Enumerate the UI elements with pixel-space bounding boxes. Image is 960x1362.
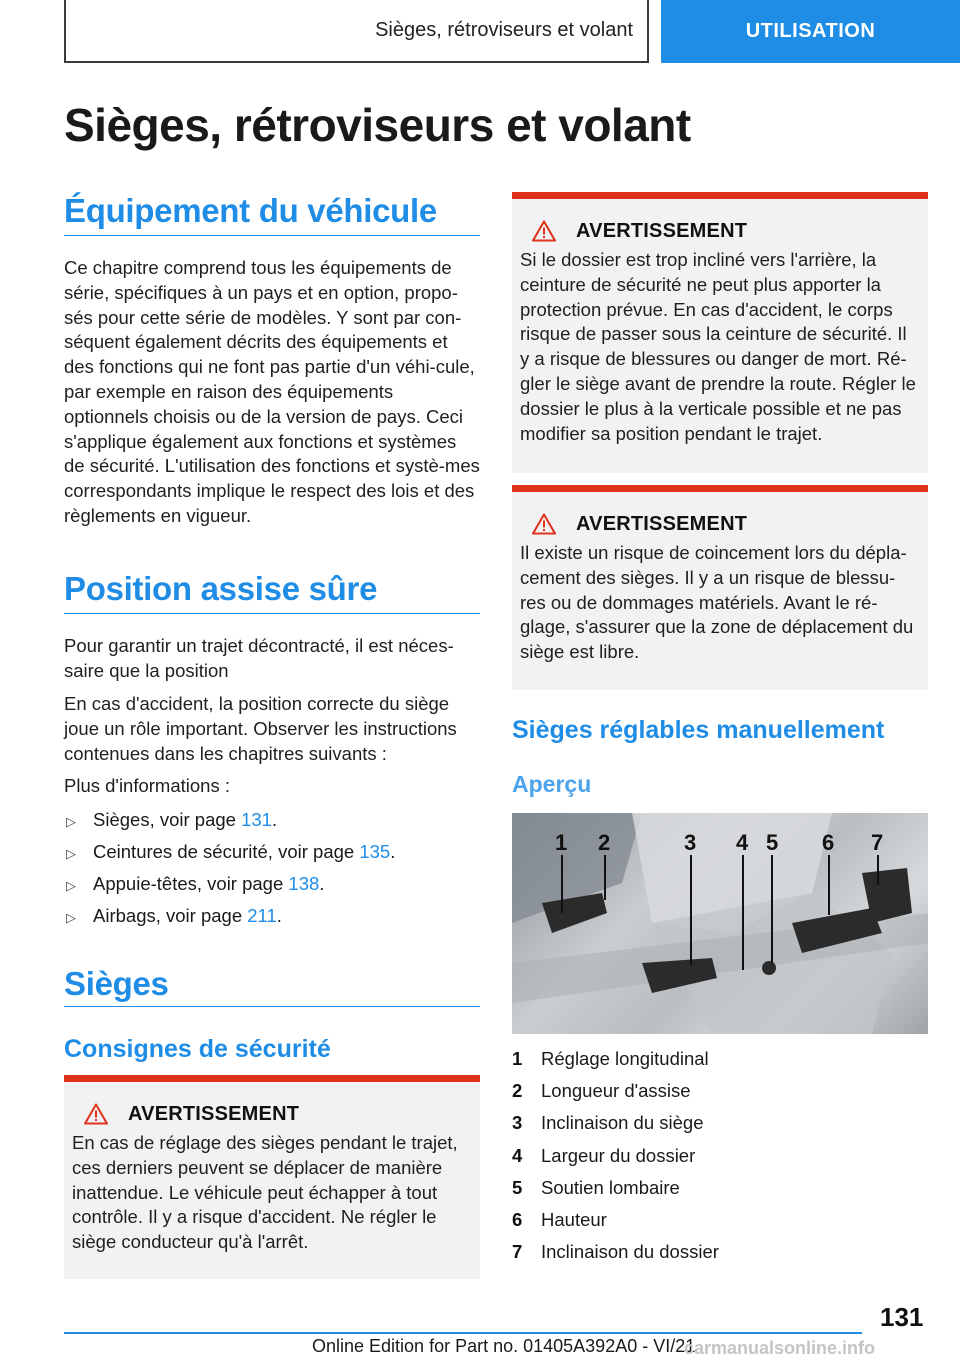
warning-title: AVERTISSEMENT xyxy=(576,512,748,535)
photo-label: 4 xyxy=(736,830,749,855)
triangle-bullet-icon: ▷ xyxy=(66,910,76,925)
footer-edition: Online Edition for Part no. 01405A392A0 - VI/21 xyxy=(312,1336,696,1356)
running-header-title: Sièges, rétroviseurs et volant xyxy=(375,19,633,41)
warning-triangle-icon xyxy=(532,220,556,242)
heading-apercu: Aperçu xyxy=(512,771,592,797)
triangle-bullet-icon: ▷ xyxy=(66,814,76,829)
heading-rule xyxy=(64,613,480,614)
photo-label: 6 xyxy=(822,830,835,855)
page-title: Sièges, rétroviseurs et volant xyxy=(64,99,691,151)
photo-label: 5 xyxy=(766,830,779,855)
page-link[interactable]: 131 xyxy=(241,809,272,830)
photo-label: 1 xyxy=(555,830,568,855)
seat-illustration xyxy=(512,813,928,1034)
seat-controls-legend xyxy=(512,1047,719,1272)
paragraph-position-1: Pour garantir un trajet décontracté, il est néces-saire que la position xyxy=(64,635,454,681)
heading-sieges: Sièges xyxy=(64,965,169,1002)
list-item: ▷ Ceintures de sécurité, voir page 135. xyxy=(64,840,395,872)
callout-line xyxy=(604,855,606,900)
list-item: 2 Longueur d'assise xyxy=(512,1080,691,1102)
heading-manual-seats: Sièges réglables manuellement xyxy=(512,716,885,744)
page-link[interactable]: 138 xyxy=(288,873,320,894)
triangle-bullet-icon: ▷ xyxy=(66,878,76,893)
paragraph-position-3: Plus d'informations : xyxy=(64,775,230,796)
warning-box xyxy=(512,485,928,690)
warning-title: AVERTISSEMENT xyxy=(576,219,748,242)
paragraph-equipement: Ce chapitre comprend tous les équipements de série, spécifiques à un pays et en option, propo-sés pour cette série de modèles. Y sont par con-séquent également décrits des équipements et des fonctions qui ne font pas partie d'un véhi-cule, par exemple en raison des équipements optionnels choisis ou de la version de pays. Ceci s'applique également aux fonctions et systèmes de sécurité. L'utilisation des fonctions et systè-mes correspondants implique le respect des lois et des règlements en vigueur. xyxy=(64,257,480,526)
warning-text: En cas de réglage des sièges pendant le trajet, ces derniers peuvent se déplacer de manière inattendue. Le véhicule peut échapper à tout contrôle. Il y a risque d'accident. Ne régler le siège conducteur qu'à l'arrêt. xyxy=(72,1132,458,1253)
seat-controls-photo xyxy=(512,813,928,1034)
list-item: 4 Largeur du dossier xyxy=(512,1144,696,1166)
footer-rule xyxy=(64,1332,862,1334)
callout-line xyxy=(771,855,773,963)
list-item: ▷ Sièges, voir page 131. xyxy=(64,808,395,840)
info-link-list xyxy=(64,808,395,936)
warning-text: Il existe un risque de coincement lors du dépla-cement des sièges. Il y a un risque de blessu-res ou de dommages matériels. Avant le ré-glage, s'assurer que la zone de déplacement du siège est libre. xyxy=(520,542,914,663)
list-item: 5 Soutien lombaire xyxy=(512,1176,680,1198)
triangle-bullet-icon: ▷ xyxy=(66,846,76,861)
list-item: 1 Réglage longitudinal xyxy=(512,1048,709,1069)
heading-position: Position assise sûre xyxy=(64,570,378,607)
list-item: 7 Inclinaison du dossier xyxy=(512,1241,719,1263)
warning-box xyxy=(64,1075,480,1279)
list-item: ▷ Appuie-têtes, voir page 138. xyxy=(64,872,395,904)
heading-consignes: Consignes de sécurité xyxy=(64,1035,331,1063)
callout-line xyxy=(690,855,692,965)
photo-label: 2 xyxy=(598,830,611,855)
running-header xyxy=(64,0,649,63)
callout-line xyxy=(828,855,830,915)
photo-label: 3 xyxy=(684,830,697,855)
watermark: carmanualsonline.info xyxy=(684,1338,876,1358)
list-item: 6 Hauteur xyxy=(512,1208,607,1230)
page-number: 131 xyxy=(880,1302,924,1332)
paragraph-position-2: En cas d'accident, la position correcte du siège joue un rôle important. Observer les instructions contenues dans les chapitres suivants : xyxy=(64,693,457,764)
chapter-tab-label: UTILISATION xyxy=(745,20,876,42)
heading-equipement: Équipement du véhicule xyxy=(64,192,437,229)
warning-text: Si le dossier est trop incliné vers l'arrière, la ceinture de sécurité ne peut plus apporter la protection prévue. En cas d'accident, le corps risque de passer sous la ceinture de sécurité. Il y a risque de blessures ou danger de mort. Ré-gler le siège avant de prendre la route. Régler le dossier le plus à la verticale possible et ne pas modifier sa position pendant le trajet. xyxy=(520,249,916,444)
callout-line xyxy=(877,855,879,885)
heading-rule xyxy=(64,235,480,236)
warning-triangle-icon xyxy=(84,1103,108,1125)
callout-line xyxy=(742,855,744,970)
warning-box xyxy=(512,192,928,473)
photo-label: 7 xyxy=(871,830,884,855)
warning-title: AVERTISSEMENT xyxy=(128,1102,300,1125)
page-link[interactable]: 135 xyxy=(359,841,391,862)
warning-triangle-icon xyxy=(532,513,556,535)
chapter-tab[interactable] xyxy=(661,0,960,63)
page-link[interactable]: 211 xyxy=(247,905,277,926)
heading-rule xyxy=(64,1006,480,1007)
list-item: ▷ Airbags, voir page 211. xyxy=(64,904,395,936)
list-item: 3 Inclinaison du siège xyxy=(512,1112,704,1134)
callout-line xyxy=(561,855,563,913)
